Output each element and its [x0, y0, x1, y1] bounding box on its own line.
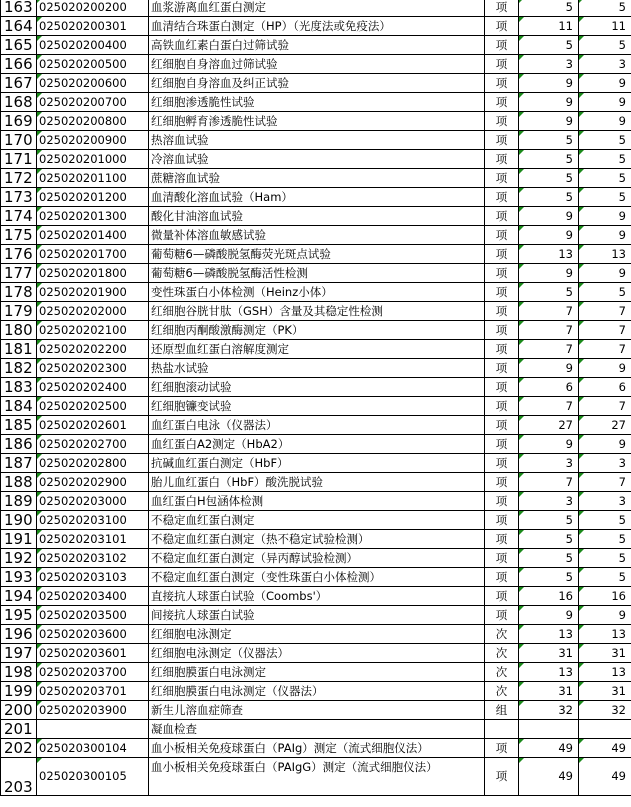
table-row[interactable] — [1, 302, 631, 321]
price-cell[interactable]: 9 — [519, 226, 579, 245]
unit-cell[interactable]: 项 — [485, 302, 519, 321]
table-row[interactable] — [1, 0, 631, 17]
table-row[interactable] — [1, 701, 631, 720]
price-cell[interactable]: 31 — [519, 682, 579, 701]
price-cell[interactable]: 5 — [519, 511, 579, 530]
item-code[interactable]: 025020201900 — [37, 283, 149, 302]
item-name[interactable]: 酸化甘油溶血试验 — [149, 207, 485, 226]
price-cell[interactable]: 13 — [519, 625, 579, 644]
item-name[interactable]: 热溶血试验 — [149, 131, 485, 150]
table-row[interactable] — [1, 378, 631, 397]
price-cell[interactable]: 9 — [519, 606, 579, 625]
item-name[interactable]: 血小板相关免疫球蛋白（PAIg）测定（流式细胞仪法） — [149, 739, 485, 758]
price-cell[interactable]: 5 — [519, 530, 579, 549]
item-code[interactable]: 025020203500 — [37, 606, 149, 625]
price-cell[interactable]: 9 — [519, 74, 579, 93]
price-cell-2[interactable]: 32 — [579, 701, 631, 720]
row-number[interactable]: 172 — [1, 169, 37, 188]
table-row[interactable] — [1, 150, 631, 169]
price-cell[interactable]: 5 — [519, 283, 579, 302]
unit-cell[interactable]: 项 — [485, 112, 519, 131]
item-name[interactable]: 葡萄糖6—磷酸脱氢酶活性检测 — [149, 264, 485, 283]
price-cell[interactable]: 49 — [519, 758, 579, 796]
row-number[interactable]: 191 — [1, 530, 37, 549]
item-code[interactable] — [37, 720, 149, 739]
row-number[interactable]: 166 — [1, 55, 37, 74]
row-number[interactable]: 184 — [1, 397, 37, 416]
item-name[interactable]: 间接抗人球蛋白试验 — [149, 606, 485, 625]
price-cell[interactable]: 27 — [519, 416, 579, 435]
price-cell-2[interactable]: 13 — [579, 663, 631, 682]
price-cell-2[interactable]: 5 — [579, 511, 631, 530]
row-number[interactable]: 194 — [1, 587, 37, 606]
item-name[interactable]: 血红蛋白电泳（仪器法） — [149, 416, 485, 435]
price-cell[interactable]: 9 — [519, 264, 579, 283]
table-row[interactable] — [1, 511, 631, 530]
row-number[interactable]: 170 — [1, 131, 37, 150]
item-code[interactable]: 025020201700 — [37, 245, 149, 264]
item-name[interactable]: 直接抗人球蛋白试验（Coombs'） — [149, 587, 485, 606]
table-row[interactable] — [1, 473, 631, 492]
price-cell[interactable]: 9 — [519, 93, 579, 112]
row-number[interactable]: 189 — [1, 492, 37, 511]
unit-cell[interactable]: 项 — [485, 0, 519, 17]
unit-cell[interactable]: 项 — [485, 739, 519, 758]
price-cell-2[interactable]: 16 — [579, 587, 631, 606]
price-cell[interactable]: 9 — [519, 359, 579, 378]
item-name[interactable]: 抗碱血红蛋白测定（HbF） — [149, 454, 485, 473]
price-cell[interactable]: 3 — [519, 454, 579, 473]
table-row[interactable] — [1, 359, 631, 378]
row-number[interactable]: 173 — [1, 188, 37, 207]
item-name[interactable]: 不稳定血红蛋白测定（变性珠蛋白小体检测） — [149, 568, 485, 587]
price-cell[interactable]: 5 — [519, 188, 579, 207]
price-cell[interactable]: 9 — [519, 435, 579, 454]
item-code[interactable]: 025020201800 — [37, 264, 149, 283]
item-name[interactable]: 变性珠蛋白小体检测（Heinz小体） — [149, 283, 485, 302]
price-cell-2[interactable]: 49 — [579, 758, 631, 796]
price-cell[interactable]: 31 — [519, 644, 579, 663]
item-code[interactable]: 025020203601 — [37, 644, 149, 663]
table-row[interactable] — [1, 36, 631, 55]
price-cell-2[interactable]: 9 — [579, 93, 631, 112]
table-row[interactable] — [1, 17, 631, 36]
price-cell[interactable]: 7 — [519, 397, 579, 416]
unit-cell[interactable]: 项 — [485, 530, 519, 549]
item-name[interactable]: 红细胞膜蛋白电泳测定 — [149, 663, 485, 682]
unit-cell[interactable]: 项 — [485, 226, 519, 245]
price-cell[interactable]: 5 — [519, 150, 579, 169]
row-number[interactable]: 179 — [1, 302, 37, 321]
table-row[interactable] — [1, 283, 631, 302]
price-cell-2[interactable]: 5 — [579, 568, 631, 587]
table-row[interactable] — [1, 758, 631, 796]
row-number[interactable]: 180 — [1, 321, 37, 340]
table-row[interactable] — [1, 492, 631, 511]
unit-cell[interactable]: 次 — [485, 663, 519, 682]
item-name[interactable]: 红细胞膜蛋白电泳测定（仪器法） — [149, 682, 485, 701]
item-code[interactable]: 025020203100 — [37, 511, 149, 530]
price-cell-2[interactable]: 9 — [579, 74, 631, 93]
price-cell[interactable]: 11 — [519, 17, 579, 36]
item-code[interactable]: 025020201100 — [37, 169, 149, 188]
table-row[interactable] — [1, 530, 631, 549]
unit-cell[interactable]: 项 — [485, 131, 519, 150]
unit-cell[interactable]: 项 — [485, 758, 519, 796]
unit-cell[interactable]: 项 — [485, 93, 519, 112]
unit-cell[interactable]: 组 — [485, 701, 519, 720]
table-row[interactable] — [1, 606, 631, 625]
row-number[interactable]: 174 — [1, 207, 37, 226]
row-number[interactable]: 188 — [1, 473, 37, 492]
unit-cell[interactable]: 项 — [485, 587, 519, 606]
row-number[interactable]: 203 — [1, 758, 37, 796]
row-number[interactable]: 185 — [1, 416, 37, 435]
row-number[interactable]: 196 — [1, 625, 37, 644]
item-name[interactable]: 还原型血红蛋白溶解度测定 — [149, 340, 485, 359]
table-row[interactable] — [1, 549, 631, 568]
price-cell-2[interactable]: 9 — [579, 226, 631, 245]
row-number[interactable]: 202 — [1, 739, 37, 758]
item-name[interactable]: 血红蛋白A2测定（HbA2） — [149, 435, 485, 454]
unit-cell[interactable]: 项 — [485, 397, 519, 416]
table-row[interactable] — [1, 625, 631, 644]
price-cell-2[interactable]: 9 — [579, 435, 631, 454]
item-code[interactable]: 025020200700 — [37, 93, 149, 112]
row-number[interactable]: 163 — [1, 0, 37, 17]
row-number[interactable]: 181 — [1, 340, 37, 359]
unit-cell[interactable]: 次 — [485, 682, 519, 701]
price-cell-2[interactable]: 5 — [579, 549, 631, 568]
unit-cell[interactable]: 次 — [485, 644, 519, 663]
item-code[interactable]: 025020203101 — [37, 530, 149, 549]
table-body — [1, 0, 631, 796]
item-code[interactable]: 025020203701 — [37, 682, 149, 701]
item-code[interactable]: 025020202500 — [37, 397, 149, 416]
table-row[interactable] — [1, 188, 631, 207]
row-number[interactable]: 193 — [1, 568, 37, 587]
item-code[interactable]: 025020300105 — [37, 758, 149, 796]
table-row[interactable] — [1, 454, 631, 473]
unit-cell[interactable]: 项 — [485, 568, 519, 587]
price-cell[interactable]: 9 — [519, 207, 579, 226]
price-cell-2[interactable]: 7 — [579, 397, 631, 416]
row-number[interactable]: 192 — [1, 549, 37, 568]
row-number[interactable]: 165 — [1, 36, 37, 55]
table-row[interactable] — [1, 169, 631, 188]
table-row[interactable] — [1, 720, 631, 739]
price-cell[interactable] — [519, 720, 579, 739]
row-number[interactable]: 167 — [1, 74, 37, 93]
item-code[interactable]: 025020203600 — [37, 625, 149, 644]
row-number[interactable]: 177 — [1, 264, 37, 283]
unit-cell[interactable]: 项 — [485, 340, 519, 359]
item-name[interactable]: 凝血检查 — [149, 720, 485, 739]
row-number[interactable]: 190 — [1, 511, 37, 530]
row-number[interactable]: 186 — [1, 435, 37, 454]
row-number[interactable]: 164 — [1, 17, 37, 36]
item-code[interactable]: 025020203000 — [37, 492, 149, 511]
item-code[interactable]: 025020202700 — [37, 435, 149, 454]
item-code[interactable]: 025020202000 — [37, 302, 149, 321]
item-name[interactable]: 红细胞自身溶血过筛试验 — [149, 55, 485, 74]
price-cell[interactable]: 7 — [519, 302, 579, 321]
table-row[interactable] — [1, 245, 631, 264]
item-code[interactable]: 025020202400 — [37, 378, 149, 397]
table-row[interactable] — [1, 739, 631, 758]
price-cell-2[interactable]: 9 — [579, 264, 631, 283]
price-cell[interactable]: 13 — [519, 245, 579, 264]
item-name[interactable]: 血浆游离血红蛋白测定 — [149, 0, 485, 17]
price-cell-2[interactable] — [579, 720, 631, 739]
item-name[interactable]: 血小板相关免疫球蛋白（PAIgG）测定（流式细胞仪法） — [149, 758, 485, 796]
unit-cell[interactable]: 项 — [485, 188, 519, 207]
table-row[interactable] — [1, 74, 631, 93]
item-code[interactable]: 025020203400 — [37, 587, 149, 606]
price-cell[interactable]: 6 — [519, 378, 579, 397]
unit-cell[interactable]: 项 — [485, 435, 519, 454]
price-cell[interactable]: 16 — [519, 587, 579, 606]
price-cell[interactable]: 5 — [519, 36, 579, 55]
table-row[interactable] — [1, 264, 631, 283]
unit-cell[interactable]: 项 — [485, 207, 519, 226]
item-code[interactable]: 025020202601 — [37, 416, 149, 435]
price-cell-2[interactable]: 5 — [579, 530, 631, 549]
table-row[interactable] — [1, 340, 631, 359]
price-cell-2[interactable]: 5 — [579, 131, 631, 150]
row-number[interactable]: 199 — [1, 682, 37, 701]
unit-cell[interactable]: 次 — [485, 625, 519, 644]
row-number[interactable]: 169 — [1, 112, 37, 131]
item-name[interactable]: 热盐水试验 — [149, 359, 485, 378]
item-name[interactable]: 血红蛋白H包涵体检测 — [149, 492, 485, 511]
table-row[interactable] — [1, 321, 631, 340]
price-cell-2[interactable]: 3 — [579, 492, 631, 511]
table-row[interactable] — [1, 112, 631, 131]
unit-cell[interactable]: 项 — [485, 17, 519, 36]
item-name[interactable]: 红细胞滚动试验 — [149, 378, 485, 397]
price-cell-2[interactable]: 31 — [579, 682, 631, 701]
unit-cell[interactable]: 项 — [485, 492, 519, 511]
unit-cell[interactable]: 项 — [485, 169, 519, 188]
item-code[interactable]: 025020203900 — [37, 701, 149, 720]
price-cell[interactable]: 5 — [519, 131, 579, 150]
item-name[interactable]: 微量补体溶血敏感试验 — [149, 226, 485, 245]
item-code[interactable]: 025020200800 — [37, 112, 149, 131]
table-row[interactable] — [1, 397, 631, 416]
item-name[interactable]: 红细胞丙酮酸激酶测定（PK） — [149, 321, 485, 340]
table-row[interactable] — [1, 587, 631, 606]
table-row[interactable] — [1, 55, 631, 74]
price-cell-2[interactable]: 5 — [579, 36, 631, 55]
row-number[interactable]: 171 — [1, 150, 37, 169]
item-code[interactable]: 025020201400 — [37, 226, 149, 245]
item-code[interactable]: 025020200400 — [37, 36, 149, 55]
item-code[interactable]: 025020202900 — [37, 473, 149, 492]
table-row[interactable] — [1, 93, 631, 112]
unit-cell[interactable]: 项 — [485, 55, 519, 74]
item-code[interactable]: 025020200200 — [37, 0, 149, 17]
price-cell[interactable]: 7 — [519, 473, 579, 492]
unit-cell[interactable]: 项 — [485, 74, 519, 93]
price-cell-2[interactable]: 9 — [579, 606, 631, 625]
row-number[interactable]: 175 — [1, 226, 37, 245]
row-number[interactable]: 178 — [1, 283, 37, 302]
table-row[interactable] — [1, 568, 631, 587]
unit-cell[interactable]: 项 — [485, 473, 519, 492]
price-cell-2[interactable]: 3 — [579, 454, 631, 473]
price-cell[interactable]: 5 — [519, 169, 579, 188]
unit-cell[interactable] — [485, 720, 519, 739]
unit-cell[interactable]: 项 — [485, 36, 519, 55]
unit-cell[interactable]: 项 — [485, 549, 519, 568]
item-name[interactable]: 不稳定血红蛋白测定 — [149, 511, 485, 530]
row-number[interactable]: 195 — [1, 606, 37, 625]
item-code[interactable]: 025020203102 — [37, 549, 149, 568]
price-cell[interactable]: 5 — [519, 0, 579, 17]
item-code[interactable]: 025020200600 — [37, 74, 149, 93]
price-cell-2[interactable]: 5 — [579, 0, 631, 17]
price-cell[interactable]: 13 — [519, 663, 579, 682]
item-code[interactable]: 025020201300 — [37, 207, 149, 226]
price-cell-2[interactable]: 7 — [579, 473, 631, 492]
unit-cell[interactable]: 项 — [485, 454, 519, 473]
price-cell[interactable]: 7 — [519, 321, 579, 340]
item-code[interactable]: 025020202800 — [37, 454, 149, 473]
table-row[interactable] — [1, 682, 631, 701]
table-row[interactable] — [1, 644, 631, 663]
price-cell-2[interactable]: 11 — [579, 17, 631, 36]
row-number[interactable]: 201 — [1, 720, 37, 739]
row-number[interactable]: 183 — [1, 378, 37, 397]
unit-cell[interactable]: 项 — [485, 283, 519, 302]
price-cell[interactable]: 3 — [519, 55, 579, 74]
price-cell-2[interactable]: 6 — [579, 378, 631, 397]
unit-cell[interactable]: 项 — [485, 416, 519, 435]
item-name[interactable]: 冷溶血试验 — [149, 150, 485, 169]
price-cell-2[interactable]: 5 — [579, 150, 631, 169]
table-row[interactable] — [1, 435, 631, 454]
item-code[interactable]: 025020202300 — [37, 359, 149, 378]
price-cell-2[interactable]: 27 — [579, 416, 631, 435]
price-cell[interactable]: 5 — [519, 549, 579, 568]
item-name[interactable]: 红细胞孵育渗透脆性试验 — [149, 112, 485, 131]
price-cell-2[interactable]: 7 — [579, 302, 631, 321]
price-cell[interactable]: 49 — [519, 739, 579, 758]
item-code[interactable]: 025020201200 — [37, 188, 149, 207]
item-name[interactable]: 不稳定血红蛋白测定（热不稳定试验检测） — [149, 530, 485, 549]
item-name[interactable]: 胎儿血红蛋白（HbF）酸洗脱试验 — [149, 473, 485, 492]
price-cell[interactable]: 32 — [519, 701, 579, 720]
row-number[interactable]: 198 — [1, 663, 37, 682]
item-name[interactable]: 红细胞自身溶血及纠正试验 — [149, 74, 485, 93]
item-name[interactable]: 红细胞谷胱甘肽（GSH）含量及其稳定性检测 — [149, 302, 485, 321]
price-cell-2[interactable]: 5 — [579, 188, 631, 207]
price-cell-2[interactable]: 31 — [579, 644, 631, 663]
item-name[interactable]: 血清结合珠蛋白测定（HP）（光度法或免疫法） — [149, 17, 485, 36]
item-code[interactable]: 025020300104 — [37, 739, 149, 758]
item-code[interactable]: 025020201000 — [37, 150, 149, 169]
price-cell-2[interactable]: 9 — [579, 359, 631, 378]
price-cell-2[interactable]: 5 — [579, 283, 631, 302]
item-name[interactable]: 不稳定血红蛋白测定（异丙醇试验检测） — [149, 549, 485, 568]
item-code[interactable]: 025020202100 — [37, 321, 149, 340]
table-row[interactable] — [1, 226, 631, 245]
price-cell-2[interactable]: 49 — [579, 739, 631, 758]
item-name[interactable]: 高铁血红素白蛋白过筛试验 — [149, 36, 485, 55]
price-cell-2[interactable]: 7 — [579, 340, 631, 359]
row-number[interactable]: 200 — [1, 701, 37, 720]
table-row[interactable] — [1, 131, 631, 150]
item-name[interactable]: 红细胞渗透脆性试验 — [149, 93, 485, 112]
price-cell-2[interactable]: 13 — [579, 625, 631, 644]
price-cell-2[interactable]: 9 — [579, 112, 631, 131]
row-number[interactable]: 187 — [1, 454, 37, 473]
item-name[interactable]: 红细胞电泳测定 — [149, 625, 485, 644]
item-name[interactable]: 新生儿溶血症筛查 — [149, 701, 485, 720]
price-cell-2[interactable]: 3 — [579, 55, 631, 74]
table-row[interactable] — [1, 663, 631, 682]
item-code[interactable]: 025020203103 — [37, 568, 149, 587]
price-cell[interactable]: 7 — [519, 340, 579, 359]
table-row[interactable] — [1, 416, 631, 435]
row-number[interactable]: 197 — [1, 644, 37, 663]
item-name[interactable]: 葡萄糖6—磷酸脱氢酶荧光斑点试验 — [149, 245, 485, 264]
price-cell-2[interactable]: 5 — [579, 169, 631, 188]
unit-cell[interactable]: 项 — [485, 245, 519, 264]
item-code[interactable]: 025020200301 — [37, 17, 149, 36]
unit-cell[interactable]: 项 — [485, 264, 519, 283]
table-row[interactable] — [1, 207, 631, 226]
item-code[interactable]: 025020200900 — [37, 131, 149, 150]
unit-cell[interactable]: 项 — [485, 359, 519, 378]
unit-cell[interactable]: 项 — [485, 511, 519, 530]
unit-cell[interactable]: 项 — [485, 378, 519, 397]
price-cell[interactable]: 9 — [519, 112, 579, 131]
price-cell[interactable]: 5 — [519, 568, 579, 587]
unit-cell[interactable]: 项 — [485, 150, 519, 169]
unit-cell[interactable]: 项 — [485, 606, 519, 625]
price-cell-2[interactable]: 13 — [579, 245, 631, 264]
unit-cell[interactable]: 项 — [485, 321, 519, 340]
item-name[interactable]: 蔗糖溶血试验 — [149, 169, 485, 188]
price-cell[interactable]: 3 — [519, 492, 579, 511]
item-name[interactable]: 红细胞镰变试验 — [149, 397, 485, 416]
item-code[interactable]: 025020200500 — [37, 55, 149, 74]
item-code[interactable]: 025020202200 — [37, 340, 149, 359]
item-code[interactable]: 025020203700 — [37, 663, 149, 682]
row-number[interactable]: 176 — [1, 245, 37, 264]
row-number[interactable]: 182 — [1, 359, 37, 378]
price-cell-2[interactable]: 9 — [579, 207, 631, 226]
row-number[interactable]: 168 — [1, 93, 37, 112]
item-name[interactable]: 红细胞电泳测定（仪器法） — [149, 644, 485, 663]
price-cell-2[interactable]: 7 — [579, 321, 631, 340]
item-name[interactable]: 血清酸化溶血试验（Ham） — [149, 188, 485, 207]
